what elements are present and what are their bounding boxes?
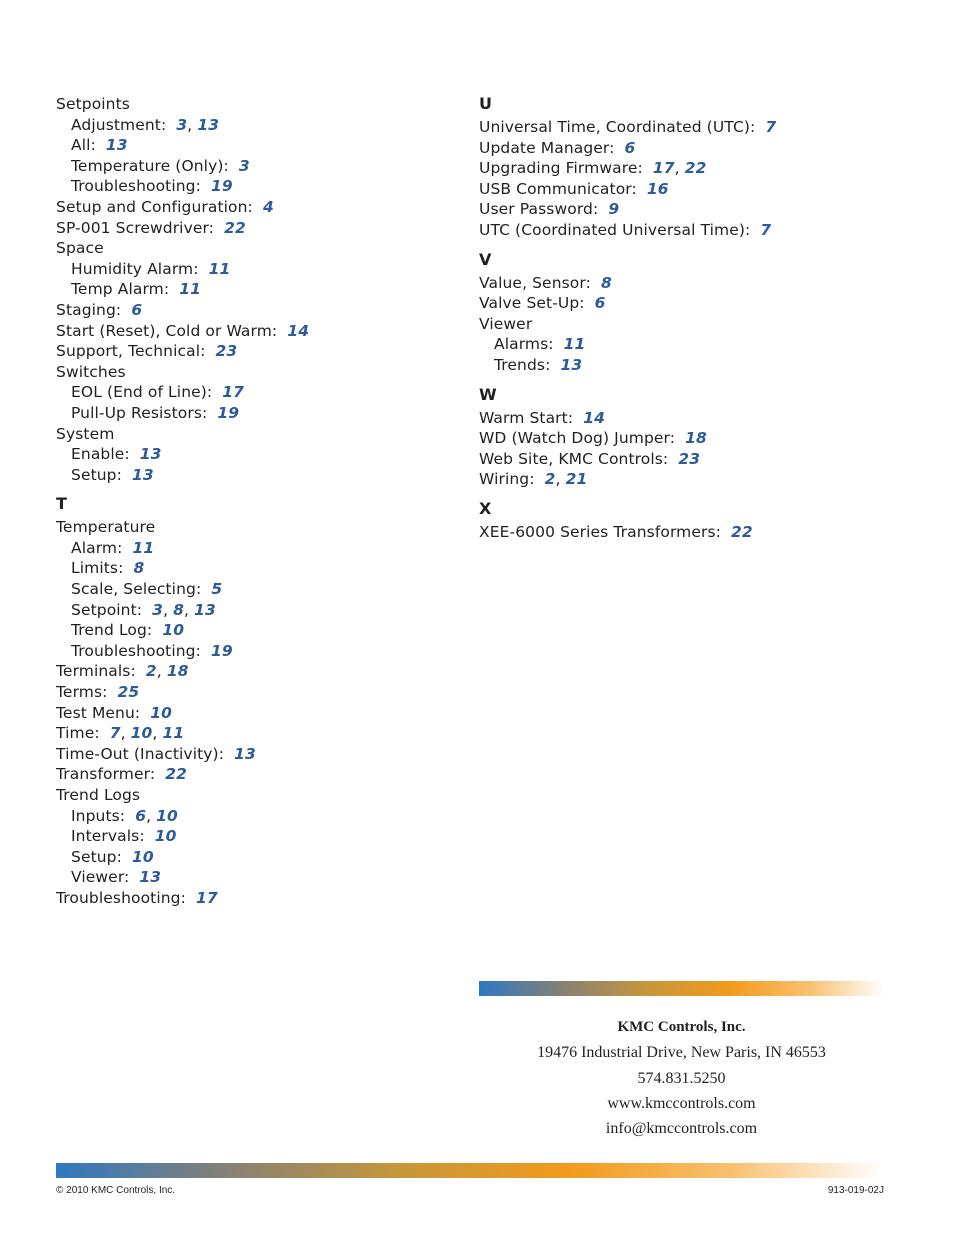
page-reference-link[interactable]: 7: [109, 724, 121, 743]
index-entry: Upgrading Firmware: 17, 22: [479, 159, 707, 178]
index-entry: [56, 300, 456, 321]
page-reference-link[interactable]: 13: [105, 136, 128, 155]
index-term: Wiring:: [479, 470, 535, 489]
index-term: Universal Time, Coordinated (UTC):: [479, 118, 756, 136]
index-term: Viewer:: [71, 868, 130, 887]
index-term: Viewer: [479, 314, 533, 333]
index-column-left: [56, 94, 456, 909]
index-subentry: [479, 334, 899, 355]
page-reference-link[interactable]: 14: [583, 408, 605, 427]
index-subentry: [56, 382, 456, 403]
page-reference-link[interactable]: 13: [560, 355, 583, 374]
index-term: Temperature: [56, 518, 156, 537]
index-term: Time:: [56, 724, 100, 743]
index-term: Setup and Configuration:: [56, 197, 253, 216]
page-reference-link[interactable]: 8: [173, 600, 185, 619]
page-reference-link[interactable]: 2: [544, 470, 556, 489]
index-term: Enable:: [71, 445, 130, 464]
company-address-block: [479, 1015, 884, 1141]
index-subentry: [56, 135, 456, 156]
index-term: Troubleshooting:: [56, 888, 186, 907]
index-term: Valve Set-Up:: [479, 294, 585, 313]
index-entry: Terminals: 2, 18: [56, 662, 189, 681]
index-term: Test Menu:: [56, 703, 141, 722]
company-name: KMC Controls, Inc.: [617, 1019, 746, 1035]
page-reference-link[interactable]: 10: [132, 847, 154, 866]
page-reference-link[interactable]: 9: [608, 200, 620, 219]
index-subentry: [479, 355, 899, 376]
page-reference-link[interactable]: 18: [685, 429, 707, 448]
page-reference-link[interactable]: 22: [731, 522, 753, 541]
index-entry: [479, 522, 899, 543]
page-reference-link[interactable]: 11: [208, 259, 231, 278]
page-reference-link[interactable]: 13: [139, 445, 162, 464]
index-entry: [479, 408, 899, 429]
page-reference-link[interactable]: 7: [765, 118, 777, 136]
index-entry: [56, 321, 456, 342]
index-term: WD (Watch Dog) Jumper:: [479, 429, 676, 448]
index-term: System: [56, 424, 115, 443]
index-subentry: Setpoint: 3, 8, 13: [71, 600, 216, 619]
index-term: Temp Alarm:: [71, 280, 170, 299]
index-term: Terms:: [56, 683, 108, 702]
index-subentry: [56, 558, 456, 579]
index-entry: [479, 179, 899, 200]
page-reference-link[interactable]: 10: [130, 724, 153, 743]
index-section-letter: U: [479, 94, 492, 113]
index-entry: [56, 517, 456, 538]
index-term: EOL (End of Line):: [71, 383, 213, 402]
phone-number: 574.831.5250: [637, 1069, 726, 1087]
page-reference-link[interactable]: 16: [646, 179, 669, 198]
index-term: Terminals:: [56, 662, 136, 681]
index-entry: [479, 314, 899, 335]
page-reference-link[interactable]: 3: [152, 600, 164, 619]
index-term: Value, Sensor:: [479, 273, 591, 292]
index-entry: Wiring: 2, 21: [479, 470, 588, 489]
index-term: Inputs:: [71, 806, 126, 825]
index-entry: [479, 428, 899, 449]
page-reference-link[interactable]: 2: [145, 662, 157, 681]
page-reference-link[interactable]: 10: [156, 806, 178, 825]
index-term: Troubleshooting:: [71, 641, 201, 660]
index-term: Time-Out (Inactivity):: [56, 744, 225, 763]
index-term: Trend Log:: [71, 621, 153, 640]
index-subentry: [56, 465, 456, 486]
index-entry: [479, 117, 899, 138]
page-reference-link[interactable]: 11: [162, 724, 185, 743]
page-reference-link[interactable]: 13: [194, 600, 216, 619]
page-reference-link[interactable]: 13: [197, 115, 220, 134]
index-entry: [56, 341, 456, 362]
index-entry: [56, 94, 456, 115]
index-entry: [56, 362, 456, 383]
page-reference-link[interactable]: 3: [176, 115, 188, 134]
page-reference-link[interactable]: 4: [262, 197, 274, 216]
index-term: Setup:: [71, 847, 122, 866]
page-reference-link[interactable]: 17: [222, 383, 245, 402]
index-entry: [56, 424, 456, 445]
index-subentry: [56, 826, 456, 847]
index-section-letter: X: [479, 498, 492, 518]
index-subentry: [56, 867, 456, 888]
page-reference-link[interactable]: 8: [133, 559, 145, 578]
index-term: Warm Start:: [479, 408, 574, 427]
index-term: Pull-Up Resistors:: [71, 403, 208, 422]
index-entry: [56, 682, 456, 703]
index-entry: [56, 764, 456, 785]
index-term: Alarm:: [71, 538, 123, 557]
page-reference-link[interactable]: 22: [684, 159, 707, 178]
index-entry: [479, 449, 899, 470]
page-reference-link[interactable]: 25: [117, 683, 140, 702]
index-term: Adjustment:: [71, 115, 167, 134]
index-entry: [56, 703, 456, 724]
street-address: 19476 Industrial Drive, New Paris, IN 46553: [537, 1044, 826, 1062]
index-term: Temperature (Only):: [71, 156, 229, 175]
page-reference-link[interactable]: 13: [234, 744, 256, 763]
index-entry: Time: 7, 10, 11: [56, 724, 185, 743]
index-subentry: [56, 176, 456, 197]
index-section-letter: W: [479, 384, 497, 404]
footer-document-number: 913-019-02J: [827, 1185, 884, 1196]
page-reference-link[interactable]: 13: [132, 465, 154, 484]
footer-copyright: © 2010 KMC Controls, Inc.: [56, 1185, 176, 1196]
index-term: Alarms:: [494, 335, 554, 354]
email-link[interactable]: info@kmccontrols.com: [605, 1120, 758, 1138]
page-reference-link[interactable]: 23: [678, 449, 701, 468]
index-entry: [479, 199, 899, 220]
page-reference-link[interactable]: 19: [211, 641, 233, 660]
index-term: Space: [56, 239, 104, 258]
page-reference-link[interactable]: 8: [600, 273, 612, 292]
page-reference-link[interactable]: 19: [211, 177, 233, 196]
index-entry: [56, 888, 456, 909]
index-term: Troubleshooting:: [71, 177, 201, 196]
index-term: Staging:: [56, 300, 122, 319]
page-reference-link[interactable]: 19: [217, 403, 240, 422]
index-subentry: [56, 847, 456, 868]
page-reference-link[interactable]: 3: [238, 156, 250, 175]
gradient-bar-bottom: [56, 1163, 884, 1178]
page-reference-link[interactable]: 6: [135, 806, 147, 825]
index-column-right: [479, 94, 899, 543]
index-entry: [56, 785, 456, 806]
page-reference-link[interactable]: 23: [215, 342, 238, 361]
gradient-bar-top: [479, 981, 884, 996]
index-term: UTC (Coordinated Universal Time):: [479, 220, 751, 239]
index-term: XEE-6000 Series Transformers:: [479, 522, 721, 541]
index-entry: [56, 238, 456, 259]
page-reference-link[interactable]: 10: [154, 827, 177, 846]
index-subentry: [56, 444, 456, 465]
index-term: Transformer:: [56, 765, 156, 784]
index-subentry: [56, 403, 456, 424]
index-term: Support, Technical:: [56, 342, 206, 361]
index-term: Trend Logs: [56, 786, 141, 804]
index-section-letter: T: [56, 494, 67, 514]
index-term: Web Site, KMC Controls:: [479, 449, 669, 468]
index-entry: [56, 197, 456, 218]
page-reference-link[interactable]: 11: [132, 538, 155, 557]
index-entry: [479, 138, 899, 159]
page-reference-link[interactable]: 10: [150, 703, 173, 722]
index-term: Start (Reset), Cold or Warm:: [56, 321, 278, 340]
index-subentry: [56, 579, 456, 600]
page-reference-link[interactable]: 17: [652, 159, 675, 178]
index-subentry: [56, 156, 456, 177]
index-term: Humidity Alarm:: [71, 259, 199, 278]
page-reference-link[interactable]: 22: [224, 218, 246, 237]
page-reference-link[interactable]: 7: [760, 220, 772, 239]
index-term: All:: [71, 136, 96, 155]
index-subentry: [56, 641, 456, 662]
page-reference-link[interactable]: 17: [196, 888, 218, 907]
index-term: Switches: [56, 362, 126, 381]
page-reference-link[interactable]: 14: [287, 321, 310, 340]
index-term: Setpoint:: [71, 600, 143, 619]
index-term: Trends:: [494, 355, 551, 374]
page-reference-link[interactable]: 10: [162, 621, 185, 640]
index-term: User Password:: [479, 200, 599, 219]
index-subentry: Inputs: 6, 10: [71, 806, 178, 825]
index-entry: [479, 220, 899, 241]
page-reference-link[interactable]: 6: [131, 300, 143, 319]
index-term: Setup:: [71, 465, 122, 484]
page-reference-link[interactable]: 5: [211, 580, 223, 599]
index-term: Setpoints: [56, 95, 130, 113]
index-entry: [56, 744, 456, 765]
website-link[interactable]: www.kmccontrols.com: [607, 1094, 756, 1112]
index-subentry: [56, 538, 456, 559]
index-term: Scale, Selecting:: [71, 580, 202, 599]
index-subentry: [56, 259, 456, 280]
page-reference-link[interactable]: 18: [166, 662, 189, 681]
index-entry: [479, 273, 899, 294]
index-entry: [56, 218, 456, 239]
index-term: Update Manager:: [479, 138, 615, 157]
page-reference-link[interactable]: 21: [565, 470, 588, 489]
page-reference-link[interactable]: 6: [624, 138, 636, 157]
index-entry: [479, 293, 899, 314]
index-term: Limits:: [71, 559, 124, 578]
index-term: Upgrading Firmware:: [479, 159, 643, 178]
page-reference-link[interactable]: 11: [563, 335, 586, 354]
index-term: USB Communicator:: [479, 179, 637, 198]
index-term: Intervals:: [71, 827, 145, 846]
index-term: SP-001 Screwdriver:: [56, 218, 215, 237]
index-subentry: [56, 620, 456, 641]
page-reference-link[interactable]: 13: [139, 868, 162, 887]
index-section-letter: V: [479, 249, 492, 269]
index-subentry: [56, 279, 456, 300]
page-reference-link[interactable]: 6: [594, 294, 606, 313]
index-subentry: Adjustment: 3, 13: [71, 115, 220, 134]
page-reference-link[interactable]: 11: [179, 280, 202, 299]
page-reference-link[interactable]: 22: [165, 765, 188, 784]
